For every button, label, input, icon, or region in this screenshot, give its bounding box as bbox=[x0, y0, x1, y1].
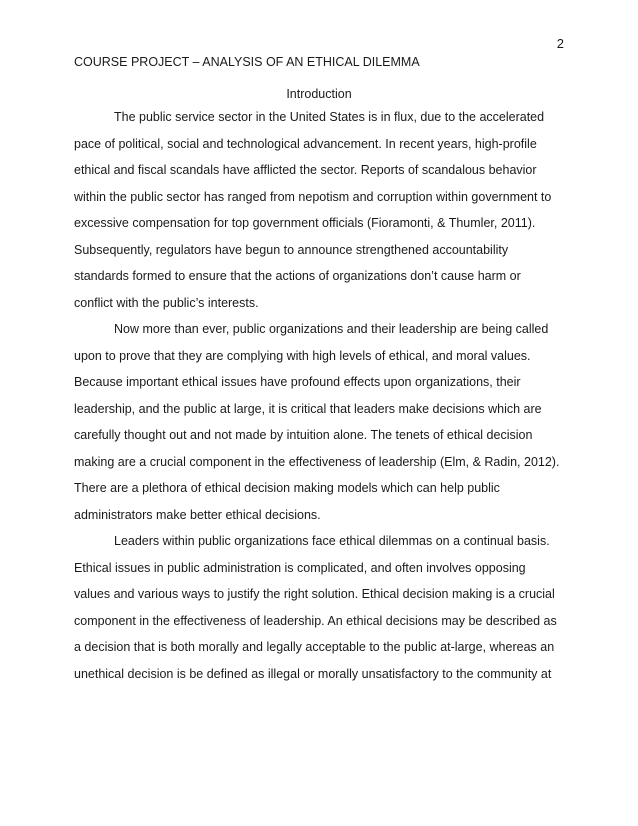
section-heading: Introduction bbox=[286, 87, 352, 101]
paragraph-2-line: carefully thought out and not made by intuition alone. The tenets of ethical decision bbox=[74, 428, 533, 442]
paragraph-3-line: values and various ways to justify the right solution. Ethical decision making is a crucial bbox=[74, 587, 555, 601]
paragraph-1-line: The public service sector in the United States is in flux, due to the accelerated bbox=[114, 110, 545, 124]
paragraph-2-line: Because important ethical issues have profound effects upon organizations, their bbox=[74, 375, 521, 389]
paragraph-1-line: pace of political, social and technological advancement. In recent years, high-profile bbox=[74, 136, 537, 151]
page-number: 2 bbox=[556, 36, 564, 51]
paragraph-1-line: ethical and fiscal scandals have afflicted the sector. Reports of scandalous behavior bbox=[74, 163, 537, 177]
paragraph-2-line: administrators make better ethical decisions. bbox=[74, 507, 321, 522]
paragraph-1-line: standards formed to ensure that the actions of organizations don’t cause harm or bbox=[74, 269, 521, 283]
paragraph-2-line: leadership, and the public at large, it is critical that leaders make decisions which are bbox=[74, 401, 542, 416]
paragraph-3-line: a decision that is both morally and legally acceptable to the public at-large, whereas an bbox=[74, 640, 555, 654]
paragraph-1-line: Subsequently, regulators have begun to announce strengthened accountability bbox=[74, 242, 509, 257]
paragraph-2-line: making are a crucial component in the effectiveness of leadership (Elm, & Radin, 2012). bbox=[74, 454, 560, 469]
paragraph-2-line: upon to prove that they are complying with high levels of ethical, and moral values. bbox=[74, 348, 531, 363]
running-head: COURSE PROJECT – ANALYSIS OF AN ETHICAL DILEMMA bbox=[74, 55, 420, 69]
paragraph-2-line: Now more than ever, public organizations and their leadership are being called bbox=[114, 322, 549, 336]
paragraph-3-line: unethical decision is be defined as illegal or morally unsatisfactory to the community at bbox=[74, 666, 552, 681]
paragraph-1-line: within the public sector has ranged from nepotism and corruption within government to bbox=[74, 189, 552, 204]
paragraph-3-line: Ethical issues in public administration is complicated, and often involves opposing bbox=[74, 560, 526, 575]
body-text bbox=[74, 104, 572, 687]
paragraph-1-line: excessive compensation for top government officials (Fioramonti, & Thumler, 2011). bbox=[74, 216, 536, 230]
paragraph-2-line: There are a plethora of ethical decision making models which can help public bbox=[74, 481, 500, 495]
paragraph-3-line: Leaders within public organizations face ethical dilemmas on a continual basis. bbox=[114, 534, 550, 548]
paragraph-1-line: conflict with the public’s interests. bbox=[74, 295, 259, 310]
paragraph-3-line: component in the effectiveness of leadership. An ethical decisions may be described as bbox=[74, 613, 557, 628]
